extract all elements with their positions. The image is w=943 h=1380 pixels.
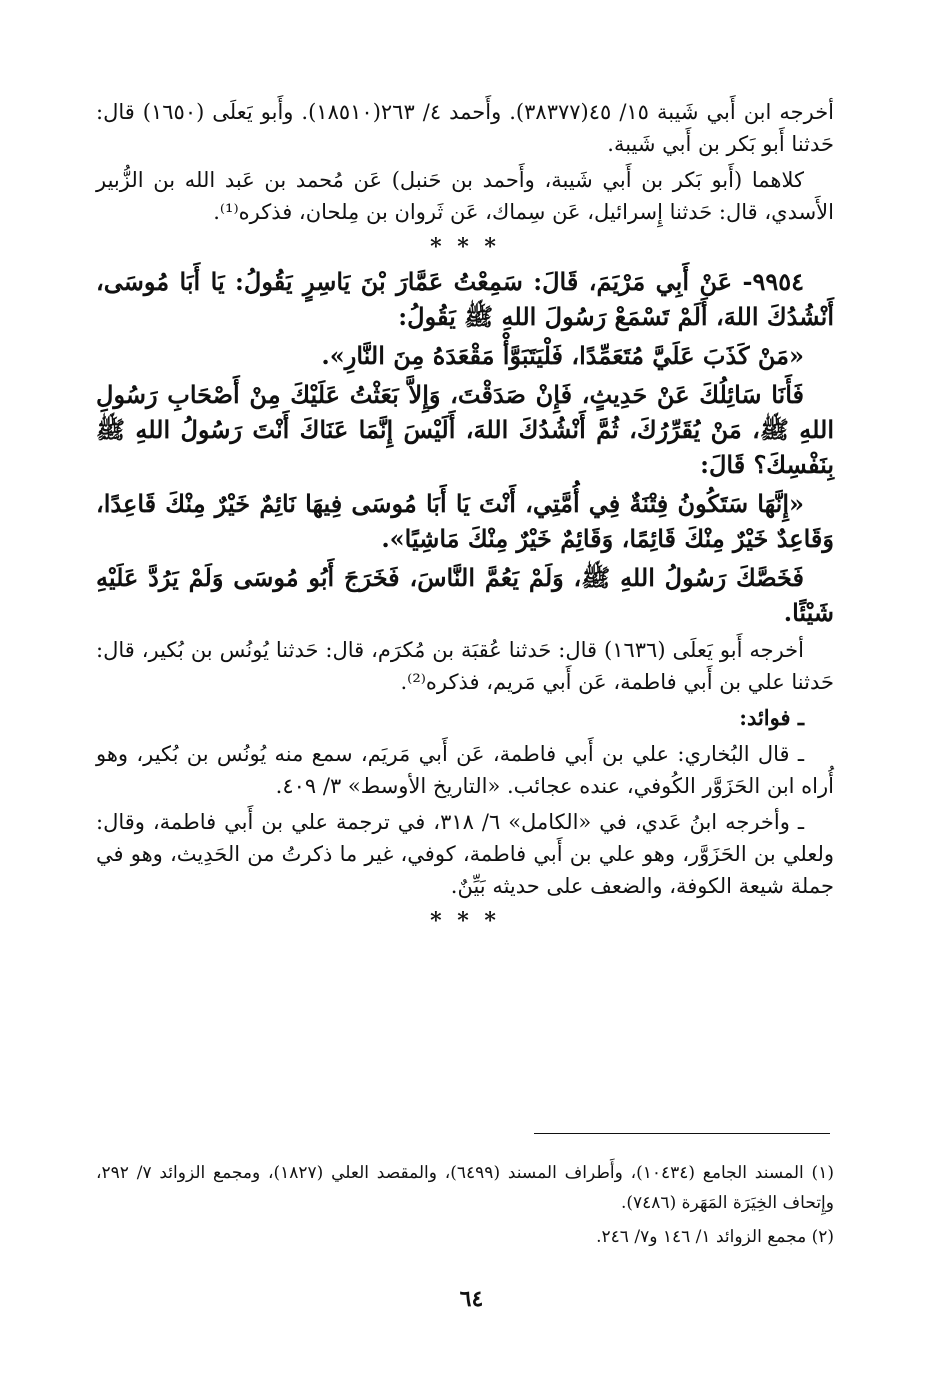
section-separator: * * *: [430, 908, 500, 934]
paragraph-takhrij-1: أخرجه ابن أَبي شَيبة ١٥/ ٤٥(٣٨٣٧٧). وأَحمد ٤/ ٢٦٣(١٨٥١٠). وأَبو يَعلَى (١٦٥٠) قال: حَدثنا أَبو بَكر بن أَبي شَيبة.: [96, 100, 835, 156]
benefits-heading: ـ فوائد:: [739, 705, 804, 730]
page-body: [96, 96, 834, 938]
hadith-text-2: «مَنْ كَذَبَ عَلَيَّ مُتَعَمِّدًا، فَلْيَتَبَوَّأْ مَقْعَدَهُ مِنَ النَّارِ».: [321, 341, 804, 370]
hadith-text-5: فَخَصَّكَ رَسُولُ اللهِ ﷺ، وَلَمْ يَعُمَّ النَّاسَ، فَخَرَجَ أَبُو مُوسَى وَلَمْ يَرُدَّ عَلَيْهِ شَيْئًا.: [96, 563, 834, 627]
hadith-text-4: «إِنَّهَا سَتَكُونُ فِتْنَةٌ فِي أُمَّتِي، أَنْتَ يَا أَبَا مُوسَى فِيهَا نَائِمٌ خَيْرٌ مِنْكَ قَاعِدًا، وَقَاعِدٌ خَيْرٌ مِنْكَ قَائِمًا، وَقَائِمٌ خَيْرٌ مِنْكَ مَاشِيًا».: [96, 489, 834, 553]
paragraph-benefit-1: ـ قال البُخاري: علي بن أَبي فاطمة، عَن أَبي مَريَم، سمع منه يُونُس بن بُكير، وهو أُراه ابن الحَزَوَّر الكُوفي، عنده عجائب. «التاريخ الأوسط» ٣/ ٤٠٩.: [96, 742, 834, 798]
section-separator: * * *: [430, 234, 500, 260]
paragraph-takhrij-3: أخرجه أَبو يَعلَى (١٦٣٦) قال: حَدثنا عُقبَة بن مُكرَم، قال: حَدثنا يُونُس بن بُكير، قال: حَدثنا علي بن أَبي فاطمة، عَن أَبي مَريم، فذكره⁽²⁾.: [96, 638, 834, 694]
page-number: ٦٤: [459, 1286, 484, 1312]
hadith-text-3: فَأَنَا سَائِلُكَ عَنْ حَدِيثٍ، فَإِنْ صَدَقْتَ، وَإِلاَّ بَعَثْتُ عَلَيْكَ مِنْ أَصْحَابِ رَسُولِ اللهِ ﷺ، مَنْ يُقَرِّرُكَ، ثُمَّ أَنْشُدُكَ اللهَ، أَلَيْسَ إِنَّمَا عَنَاكَ أَنْتَ رَسُولُ اللهِ ﷺ بِنَفْسِكَ؟ قَالَ:: [96, 380, 834, 479]
paragraph-benefit-2: ـ وأخرجه ابنُ عَدي، في «الكامل» ٦/ ٣١٨، في ترجمة علي بن أَبي فاطمة، وقال: ولعلي بن الحَزَوَّر، وهو علي بن أَبي فاطمة، كوفي، غير ما ذكرتُ من الحَدِيث، وهو في جملة شيعة الكوفة، والضعف على حديثه بَيِّنٌ.: [96, 810, 834, 898]
footnote-divider: [534, 1133, 830, 1134]
paragraph-takhrij-2: كلاهما (أَبو بَكر بن أَبي شَيبة، وأَحمد بن حَنبل) عَن مُحمد بن عَبد الله بن الزُّبير الأَسدي، قال: حَدثنا إِسرائيل، عَن سِماك، عَن ثَروان بن مِلحان، فذكره⁽¹⁾.: [96, 168, 834, 224]
footnote-2: (٢) مجمع الزوائد ١/ ١٤٦ و٧/ ٢٤٦.: [596, 1227, 834, 1247]
footnotes: [96, 1158, 834, 1256]
hadith-text-1: ٩٩٥٤- عَنْ أَبِي مَرْيَمَ، قَالَ: سَمِعْتُ عَمَّارَ بْنَ يَاسِرٍ يَقُولُ: يَا أَبَا مُوسَى، أَنْشُدُكَ اللهَ، أَلَمْ تَسْمَعْ رَسُولَ اللهِ ﷺ يَقُولُ:: [96, 267, 834, 331]
footnote-1: (١) المسند الجامع (١٠٤٣٤)، وأَطراف المسند (٦٤٩٩)، والمقصد العلي (١٨٢٧)، ومجمع الزوائد ٧/ ٢٩٢، وإِتحاف الخِيَرَة المَهَرة (٧٤٨٦).: [96, 1163, 834, 1213]
